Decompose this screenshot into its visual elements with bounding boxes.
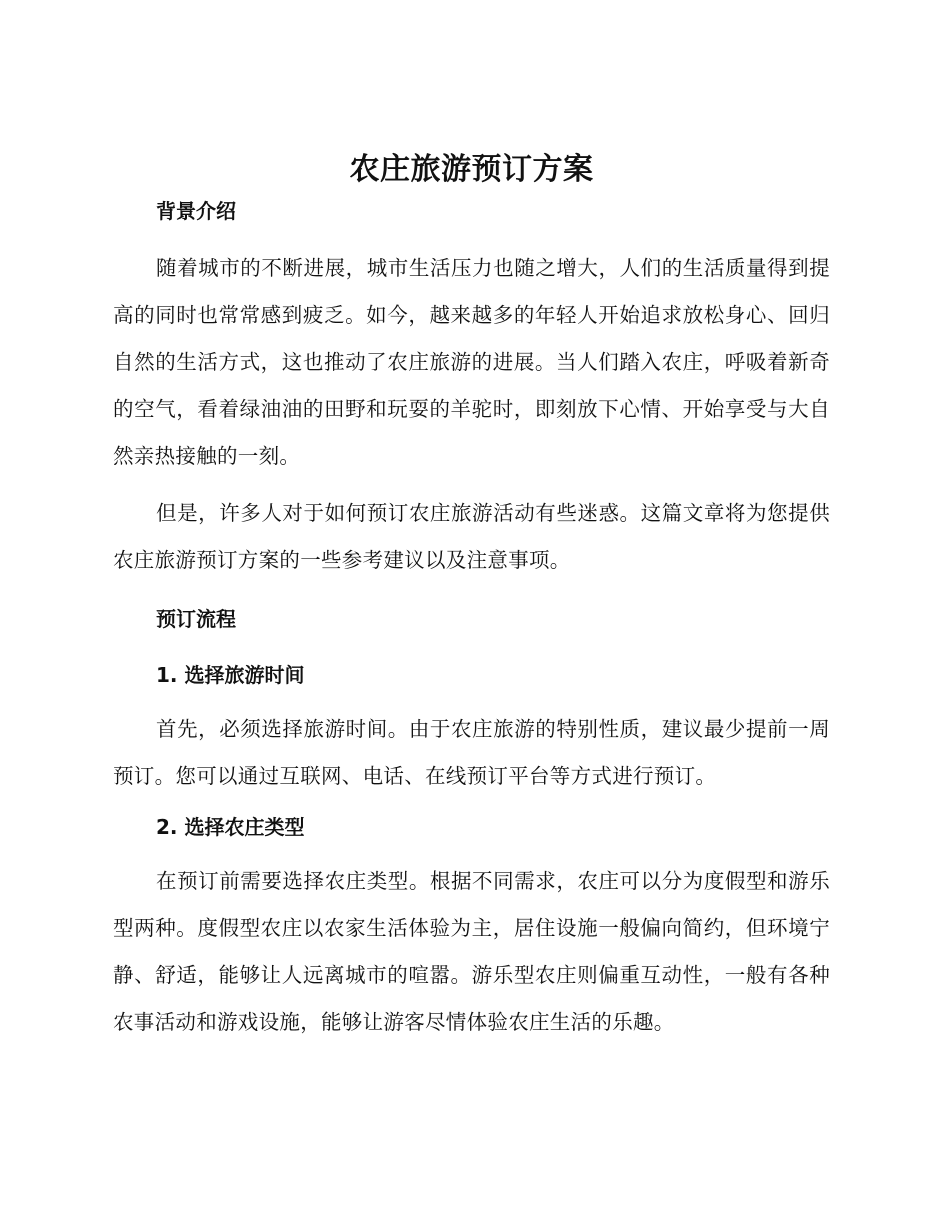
step-heading-2: 2. 选择农庄类型 bbox=[156, 815, 305, 839]
paragraph-step-2: 在预订前需要选择农庄类型。根据不同需求，农庄可以分为度假型和游乐型两种。度假型农庄以农家生活体验为主，居住设施一般偏向简约，但环境宁静、舒适，能够让人远离城市的喧嚣。游乐型农庄则偏重互动性，一般有各种农事活动和游戏设施，能够让游客尽情体验农庄生活的乐趣。 bbox=[113, 869, 830, 1034]
paragraph-background-2: 但是，许多人对于如何预订农庄旅游活动有些迷惑。这篇文章将为您提供农庄旅游预订方案的一些参考建议以及注意事项。 bbox=[113, 501, 830, 572]
paragraph-background-1: 随着城市的不断进展，城市生活压力也随之增大，人们的生活质量得到提高的同时也常常感到疲乏。如今，越来越多的年轻人开始追求放松身心、回归自然的生活方式，这也推动了农庄旅游的进展。当人们踏入农庄，呼吸着新奇的空气，看着绿油油的田野和玩耍的羊驼时，即刻放下心情、开始享受与大自然亲热接触的一刻。 bbox=[113, 256, 830, 468]
section-heading-booking-flow: 预订流程 bbox=[156, 607, 236, 631]
step-heading-1: 1. 选择旅游时间 bbox=[156, 663, 305, 687]
document-title: 农庄旅游预订方案 bbox=[349, 152, 594, 187]
paragraph-step-1: 首先，必须选择旅游时间。由于农庄旅游的特别性质，建议最少提前一周预订。您可以通过互联网、电话、在线预订平台等方式进行预订。 bbox=[113, 717, 830, 788]
section-heading-background: 背景介绍 bbox=[156, 199, 236, 223]
